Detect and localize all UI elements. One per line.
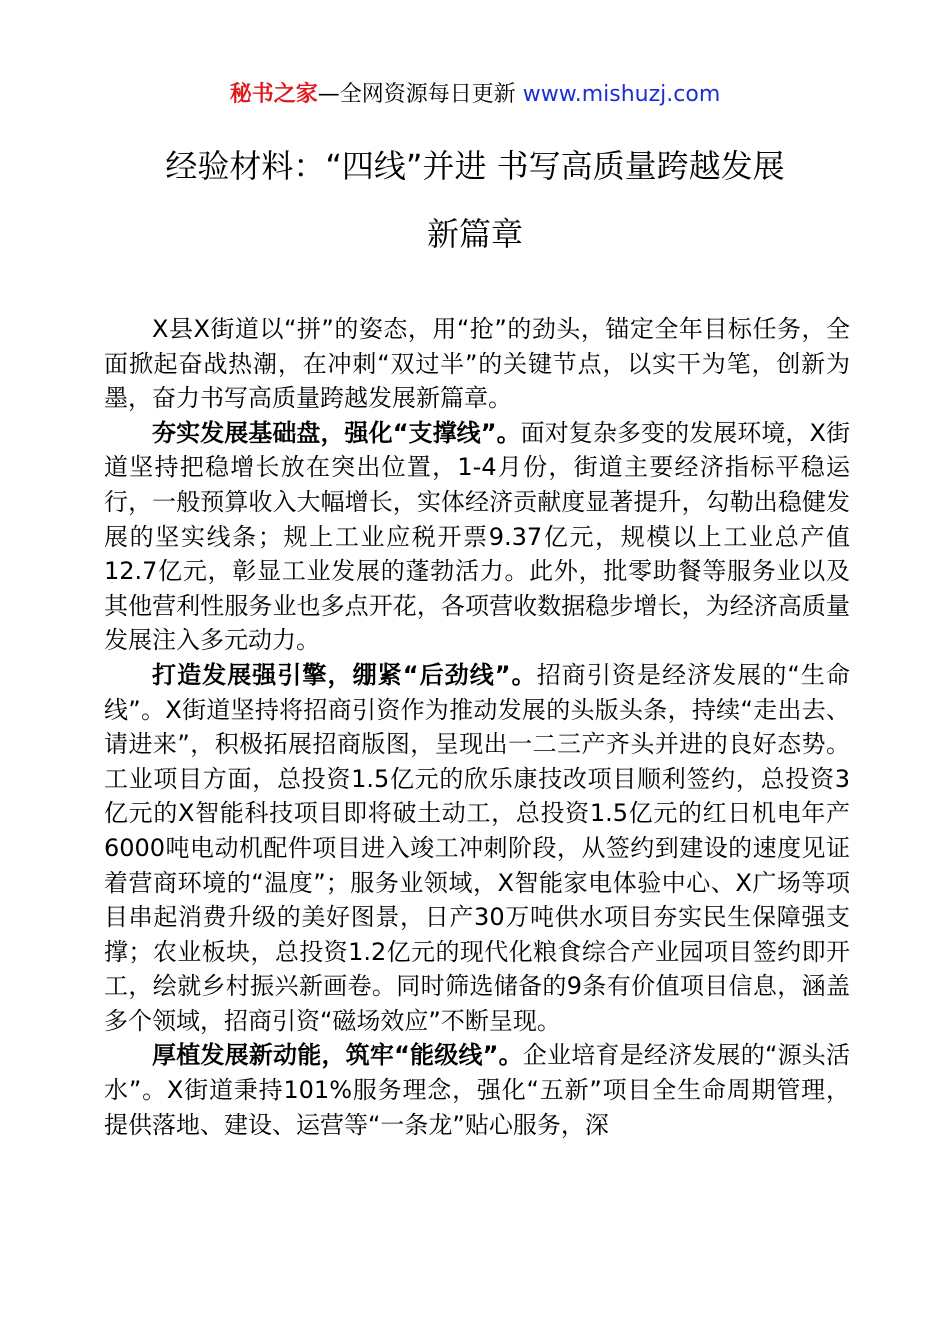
document-body bbox=[104, 312, 850, 1142]
paragraph-stamina-line bbox=[104, 658, 850, 1039]
paragraph-text: 企业培育是经济发展的“源头活水”。X街道秉持101%服务理念，强化“五新”项目全生命周期管理，提供落地、建设、运营等“一条龙”贴心服务，深 bbox=[104, 1041, 851, 1139]
site-tagline: —全网资源每日更新 bbox=[317, 82, 523, 107]
paragraph-lead: 厚植发展新动能，筑牢“能级线”。 bbox=[152, 1041, 523, 1070]
paragraph-intro bbox=[104, 312, 850, 416]
paragraph-support-line bbox=[104, 416, 850, 658]
paragraph-lead: 夯实发展基础盘，强化“支撑线”。 bbox=[152, 418, 521, 447]
paragraph-text: 招商引资是经济发展的“生命线”。X街道坚持将招商引资作为推动发展的头版头条，持续“走出去、请进来”，积极拓展招商版图，呈现出一二三产齐头并进的良好态势。工业项目方面，总投资1.5亿元的欣乐康技改项目顺利签约，总投资3亿元的X智能科技项目即将破土动工，总投资1.5亿元的红日机电年产6000吨电动机配件项目进入竣工冲刺阶段，从签约到建设的速度见证着营商环境的“温度”；服务业领域，X智能家电体验中心、X广场等项目串起消费升级的美好图景，日产30万吨供水项目夯实民生保障强支撑；农业板块，总投资1.2亿元的现代化粮食综合产业园项目签约即开工，绘就乡村振兴新画卷。同时筛选储备的9条有价值项目信息，涵盖多个领域，招商引资“磁场效应”不断呈现。 bbox=[104, 660, 850, 1035]
paragraph-energy-line bbox=[104, 1038, 850, 1142]
paragraph-lead: 打造发展强引擎，绷紧“后劲线”。 bbox=[152, 660, 537, 689]
site-header bbox=[0, 80, 950, 110]
document-title-line-2: 新篇章 bbox=[426, 215, 523, 253]
document-title-line-1: 经验材料：“四线”并进 书写高质量跨越发展 bbox=[165, 147, 785, 185]
paragraph-text: 面对复杂多变的发展环境，X街道坚持把稳增长放在突出位置，1-4月份，街道主要经济指标平稳运行，一般预算收入大幅增长，实体经济贡献度显著提升，勾勒出稳健发展的坚实线条；规上工业应税开票9.37亿元，规模以上工业总产值12.7亿元，彰显工业发展的蓬勃活力。此外，批零助餐等服务业以及其他营利性服务业也多点开花，各项营收数据稳步增长，为经济高质量发展注入多元动力。 bbox=[104, 418, 850, 655]
site-name: 秘书之家 bbox=[229, 82, 318, 107]
paragraph-text: X县X街道以“拼”的姿态，用“抢”的劲头，锚定全年目标任务，全面掀起奋战热潮，在冲刺“双过半”的关键节点，以实干为笔，创新为墨，奋力书写高质量跨越发展新篇章。 bbox=[104, 315, 850, 413]
site-url-link[interactable]: www.mishuzj.com bbox=[522, 82, 721, 107]
